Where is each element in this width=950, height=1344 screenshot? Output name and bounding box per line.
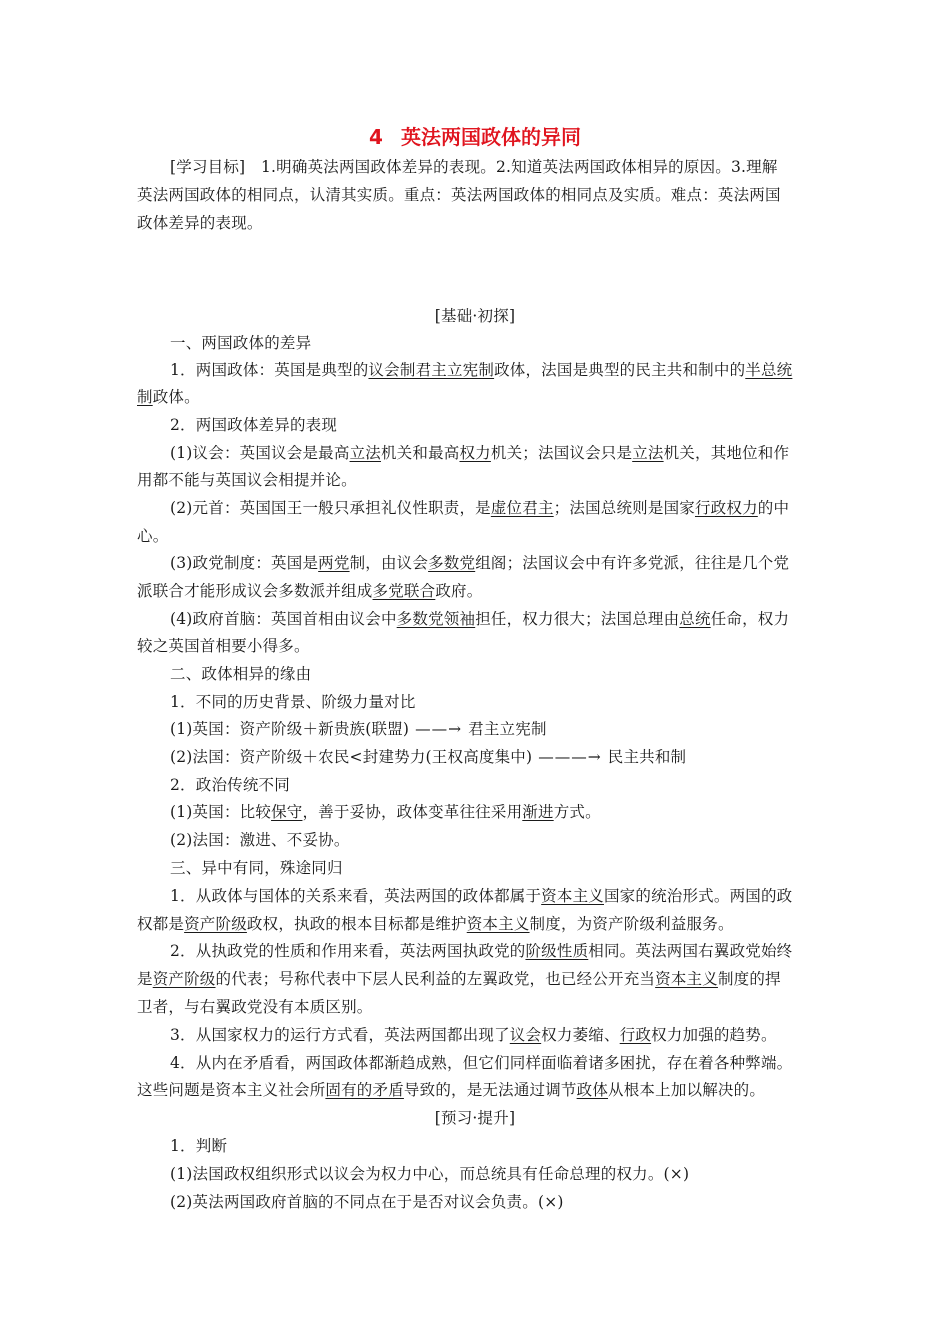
title-text: 英法两国政体的异同 xyxy=(400,125,581,149)
para-6-line-1: (4)政府首脑：英国首相由议会中多数党领袖担任，权力很大；法国总理由总统任命，权力 xyxy=(170,610,790,628)
para-12: (2)法国：激进、不妥协。 xyxy=(170,831,350,849)
heading-2: 二、政体相异的缘由 xyxy=(170,665,312,683)
para-9: (2)法国：资产阶级＋农民<封建势力(王权高度集中) ———→ 民主共和制 xyxy=(170,748,687,766)
para-8: (1)英国：资产阶级＋新贵族(联盟) ——→ 君主立宪制 xyxy=(170,720,547,738)
para-5-line-1: (3)政党制度：英国是两党制，由议会多数党组阁；法国议会中有许多党派，往往是几个党 xyxy=(170,554,790,572)
para-16-line-2: 这些问题是资本主义社会所固有的矛盾导致的，是无法通过调节政体从根本上加以解决的。 xyxy=(137,1081,766,1099)
para-14-line-1: 2．从执政党的性质和作用来看，英法两国执政党的阶级性质相同。英法两国右翼政党始终 xyxy=(170,942,793,960)
objectives-line-1: [学习目标] 1.明确英法两国政体差异的表现。2.知道英法两国政体相异的原因。3.理解 xyxy=(170,158,778,176)
section-preview-heading: [预习·提升] xyxy=(434,1109,516,1127)
para-10: 2．政治传统不同 xyxy=(170,776,290,794)
para-5-line-2: 派联合才能形成议会多数派并组成多党联合政府。 xyxy=(137,582,483,600)
objectives-line-2: 英法两国政体的相同点，认清其实质。重点：英法两国政体的相同点及实质。难点：英法两国 xyxy=(137,186,781,204)
para-14-line-2: 是资产阶级的代表；号称代表中下层人民利益的左翼政党，也已经公开充当资本主义制度的捍 xyxy=(137,970,781,988)
para-4-line-2: 心。 xyxy=(137,527,169,545)
question-2: (2)英法两国政府首脑的不同点在于是否对议会负责。(×) xyxy=(170,1193,564,1211)
question-heading: 1．判断 xyxy=(170,1137,228,1155)
arrow-glyph: ———→ xyxy=(538,748,602,766)
heading-3: 三、异中有同，殊途同归 xyxy=(170,859,343,877)
para-11: (1)英国：比较保守，善于妥协，政体变革往往采用渐进方式。 xyxy=(170,803,601,821)
heading-1: 一、两国政体的差异 xyxy=(170,334,312,352)
para-14-line-3: 卫者，与右翼政党没有本质区别。 xyxy=(137,998,373,1016)
para-1-line-1: 1．两国政体：英国是典型的议会制君主立宪制政体，法国是典型的民主共和制中的半总统 xyxy=(170,361,793,379)
para-7: 1．不同的历史背景、阶级力量对比 xyxy=(170,693,416,711)
para-4-line-1: (2)元首：英国国王一般只承担礼仪性职责，是虚位君主；法国总统则是国家行政权力的中 xyxy=(170,499,790,517)
title-number: 4 xyxy=(369,125,383,149)
para-6-line-2: 较之英国首相要小得多。 xyxy=(137,637,310,655)
para-1-line-2: 制政体。 xyxy=(137,388,200,406)
objectives-line-3: 政体差异的表现。 xyxy=(137,214,263,232)
para-2: 2．两国政体差异的表现 xyxy=(170,416,338,434)
para-3-line-2: 用都不能与英国议会相提并论。 xyxy=(137,471,357,489)
page-title xyxy=(0,121,950,150)
arrow-glyph: ——→ xyxy=(415,720,463,738)
section-basic-heading: [基础·初探] xyxy=(434,307,516,325)
para-15: 3．从国家权力的运行方式看，英法两国都出现了议会权力萎缩、行政权力加强的趋势。 xyxy=(170,1026,777,1044)
para-3-line-1: (1)议会：英国议会是最高立法机关和最高权力机关；法国议会只是立法机关，其地位和作 xyxy=(170,444,790,462)
question-1: (1)法国政权组织形式以议会为权力中心，而总统具有任命总理的权力。(×) xyxy=(170,1165,690,1183)
para-16-line-1: 4．从内在矛盾看，两国政体都渐趋成熟，但它们同样面临着诸多困扰，存在着各种弊端。 xyxy=(170,1054,793,1072)
para-13-line-2: 权都是资产阶级政权，执政的根本目标都是维护资本主义制度，为资产阶级利益服务。 xyxy=(137,915,734,933)
para-13-line-1: 1．从政体与国体的关系来看，英法两国的政体都属于资本主义国家的统治形式。两国的政 xyxy=(170,887,793,905)
